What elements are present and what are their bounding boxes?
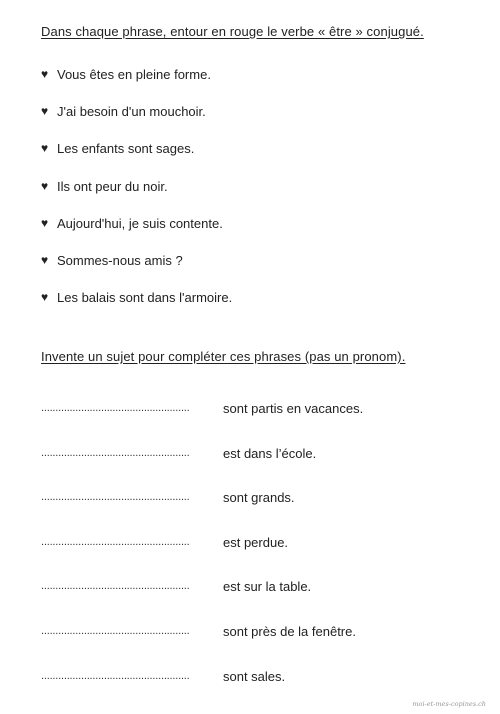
blank-line[interactable]: .................................................... (41, 402, 190, 414)
sentence-item (41, 103, 232, 140)
sentence-text[interactable]: Sommes-nous amis ? (57, 252, 183, 268)
fill-in-item (41, 668, 363, 713)
fill-in-item (41, 489, 363, 534)
heart-bullet-icon: ♥ (41, 178, 49, 193)
exercise1-instruction: Dans chaque phrase, entour en rouge le verbe « être » conjugué. (41, 24, 424, 39)
fill-in-item (41, 400, 363, 445)
sentence-text[interactable]: Les balais sont dans l'armoire. (57, 290, 233, 306)
sentence-item (41, 178, 232, 215)
heart-bullet-icon: ♥ (41, 141, 49, 156)
sentence-text[interactable]: Vous êtes en pleine forme. (57, 67, 211, 82)
sentence-item (41, 252, 232, 289)
sentence-item (41, 140, 232, 177)
fill-in-item (41, 445, 363, 490)
heart-bullet-icon: ♥ (41, 252, 49, 267)
fill-in-item (41, 534, 363, 579)
blank-line[interactable]: .................................................... (41, 624, 190, 637)
sentence-text[interactable]: Les enfants sont sages. (57, 141, 195, 157)
sentence-ending: sont partis en vacances. (223, 401, 364, 416)
sentence-item (41, 289, 232, 326)
sentence-text[interactable]: J'ai besoin d'un mouchoir. (57, 104, 206, 120)
sentence-ending: est perdue. (223, 534, 289, 550)
fill-in-list (41, 400, 363, 712)
blank-line[interactable]: .................................................... (41, 669, 190, 682)
watermark: moi-et-mes-copines.ch (412, 700, 486, 708)
sentence-ending: est dans l’école. (223, 445, 317, 461)
heart-bullet-icon: ♥ (41, 290, 49, 305)
sentence-ending: sont près de la fenêtre. (223, 623, 356, 639)
sentence-list (41, 66, 232, 326)
fill-in-item (41, 578, 363, 623)
sentence-ending: est sur la table. (223, 579, 312, 595)
heart-bullet-icon: ♥ (41, 67, 49, 81)
sentence-text[interactable]: Aujourd'hui, je suis contente. (57, 215, 223, 231)
blank-line[interactable]: .................................................... (41, 491, 190, 504)
exercise2-instruction: Invente un sujet pour compléter ces phrases (pas un pronom). (41, 349, 406, 364)
sentence-ending: sont sales. (223, 668, 286, 684)
fill-in-item (41, 623, 363, 668)
blank-line[interactable]: .................................................... (41, 446, 190, 459)
heart-bullet-icon: ♥ (41, 215, 49, 230)
sentence-ending: sont grands. (223, 490, 295, 506)
sentence-item (41, 66, 232, 103)
blank-line[interactable]: .................................................... (41, 535, 190, 548)
blank-line[interactable]: .................................................... (41, 580, 190, 593)
sentence-text[interactable]: Ils ont peur du noir. (57, 178, 168, 194)
sentence-item (41, 215, 232, 252)
heart-bullet-icon: ♥ (41, 104, 49, 119)
